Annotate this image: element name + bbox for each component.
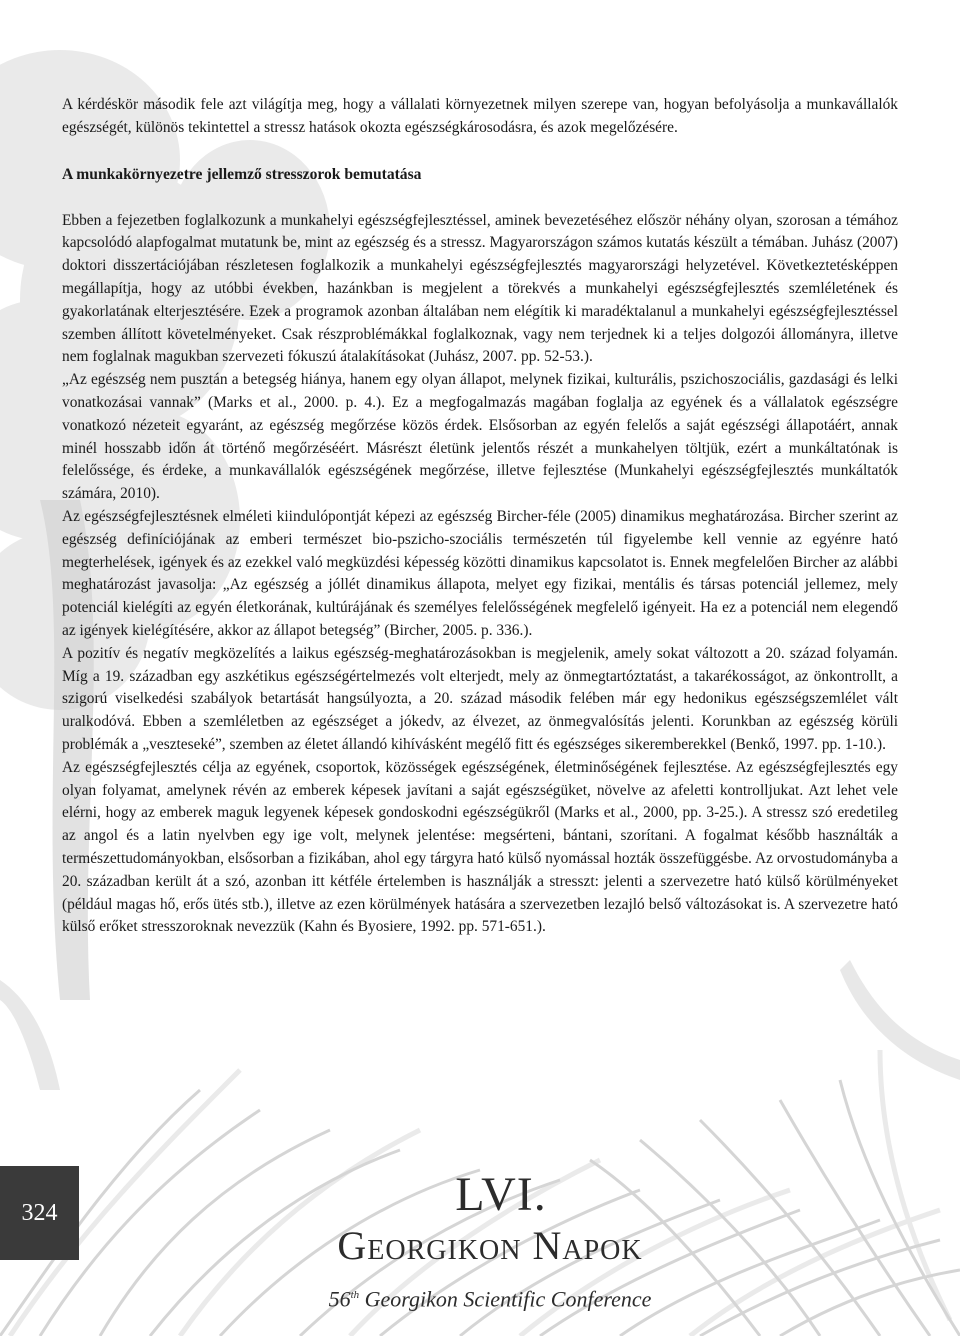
conference-logo (300, 1168, 680, 1314)
page-number: 324 (21, 1199, 58, 1226)
conference-title: Georgikon Napok (337, 1223, 643, 1268)
page-number-box (0, 1166, 79, 1260)
subtitle-number: 56 (328, 1286, 351, 1312)
body-paragraph-3: Az egészségfejlesztésnek elméleti kiindulópontját képezi az egészség Bircher-féle (2005) dinamikus meghatározása. Bircher szerint az egészség definíciójának az emberi természet bio-pszicho-szociális természetén túl figyelembe kell vennie az egyénre ható megterhelések, igények és az ezekkel való megküzdési képesség közötti dinamikus kapcsolatot is. Ennek megfelelően Bircher az alábbi meghatározást javasolja: „Az egészség a jóllét dinamikus állapota, melyet egy fizikai, mentális és társas potenciál jellemez, mely potenciál kielégíti az egyén életkorának, kultúrájának és személyes felelősségének megfelelő igényeit. Ha ez a potenciál nem elegendő az igények kielégítésére, akkor az állapot betegség” (Bircher, 2005. p. 336.). (62, 507, 898, 639)
body-paragraph-5: Az egészségfejlesztés célja az egyének, csoportok, közösségek egészségének, életminőségének fejlesztése. Az egészségfejlesztés egy olyan folyamat, amelynek révén az emberek képesek javítani a saját egészségüket, növelve az afeletti kontrolljukat. Azt lehet vele elérni, hogy az emberek maguk legyenek képesek gondoskodni egészségükről (Marks et al., 2000, pp. 3-25.). A stressz szó eredetileg az angol és a latin nyelvben egy ige volt, melynek jelentése: megsérteni, bántani, szorítani. A fogalmat később használták a természettudományokban, elsősorban a fizikában, ahol egy tárgyra ható külső nyomással hozták összefüggésbe. Az orvostudományba a 20. században került át a szó, azonban itt kétféle értelemben is használják a stresszt: jelenti a szervezetre ható külső körülményeket (például magas hő, erős ütés stb.), illetve az ezen körülmények hatására a szervezetben lezajló belső változásokat is. A szervezetre ható külső erőket stresszoroknak nevezzük (Kahn és Byosiere, 1992. pp. 571-651.). (62, 758, 898, 936)
conference-subtitle (300, 1280, 680, 1314)
body-paragraph-2: „Az egészség nem pusztán a betegség hiánya, hanem egy olyan állapot, melynek fizikai, kulturális, pszichoszociális, gazdasági és lelki vonatkozásai vannak” (Marks et al., 2000. p. 4.). Ez a megfogalmazás magában foglalja az egyének és a vállalatok egészségre vonatkozó nézeteit egyaránt, az egészség megőrzése közös érdek. Elsősorban az egyén felelős a saját egészségi állapotáért, annak minél hosszabb időn át történő megőrzéséért. Másrészt életünk jelentős részét a munkahelyen töltjük, ezért a munkáltatónak is felelőssége, és érdeke, a munkavállalók egészségének megőrzése, illetve fejlesztése (Munkahelyi egészségfejlesztés munkáltatók számára, 2010). (62, 371, 898, 503)
page-content (62, 94, 898, 939)
subtitle-text: Georgikon Scientific Conference (359, 1286, 652, 1312)
body-paragraph-4: A pozitív és negatív megközelítés a laikus egészség-meghatározásokban is megjelenik, amely sokat változott a 20. század folyamán. Míg a 19. században egy aszkétikus egészségértelmezés volt elterjedt, mely az önmegtartóztatást, a takarékosságot, az önkontrollt, a szigorú viselkedési szabályok betartását hangsúlyozta, a 20. század második felében már egy hedonikus egészségszemlélet vált uralkodóvá. Ebben a szemléletben az egészséget a jókedv, az élvezet, az önmegvalósítás jelenti. Korunkban az egészség körüli problémák a „veszteseké”, szemben az életet állandó kihívásként megélő fitt és egészséges sikeremberekkel (Benkő, 1997. pp. 1-10.). (62, 644, 898, 753)
section-heading: A munkakörnyezetre jellemző stresszorok bemutatása (62, 165, 422, 183)
intro-paragraph: A kérdéskör második fele azt világítja meg, hogy a vállalati környezetnek milyen szerepe van, hogyan befolyásolja a munkavállalók egészségét, különös tekintettel a stressz hatások okozta egészségkárosodásra, és azok megelőzésére. (62, 96, 898, 136)
body-paragraph-1: Ebben a fejezetben foglalkozunk a munkahelyi egészségfejlesztéssel, aminek bevezetéséhez először néhány olyan, szorosan a témához kapcsolódó alapfogalmat mutatunk be, mint az egészség és a stressz. Magyarországon számos kutatás készült a témában. Juhász (2007) doktori disszertációjában részletesen foglalkozik a munkahelyi egészségfejlesztés magyarországi helyzetével. Következtetésképpen megállapítja, hogy az utóbbi években, hazánkban is megjelent a törekvés a munkahelyi egészségfejlesztés szemléletének és gyakorlatának elterjesztésére. Ezek a programok azonban általában nem elégítik ki maradéktalanul a munkahelyi egészségfejlesztéssel szemben állított követelményeket. Csak részproblémákkal foglalkoznak, vagy nem terjednek ki a teljes dolgozói állományra, illetve nem foglalnak magukban szervezeti fókuszú átalakításokat (Juhász, 2007. pp. 52-53.). (62, 211, 898, 366)
subtitle-ordinal: th (350, 1289, 360, 1301)
conference-edition: LVI. (455, 1168, 547, 1221)
